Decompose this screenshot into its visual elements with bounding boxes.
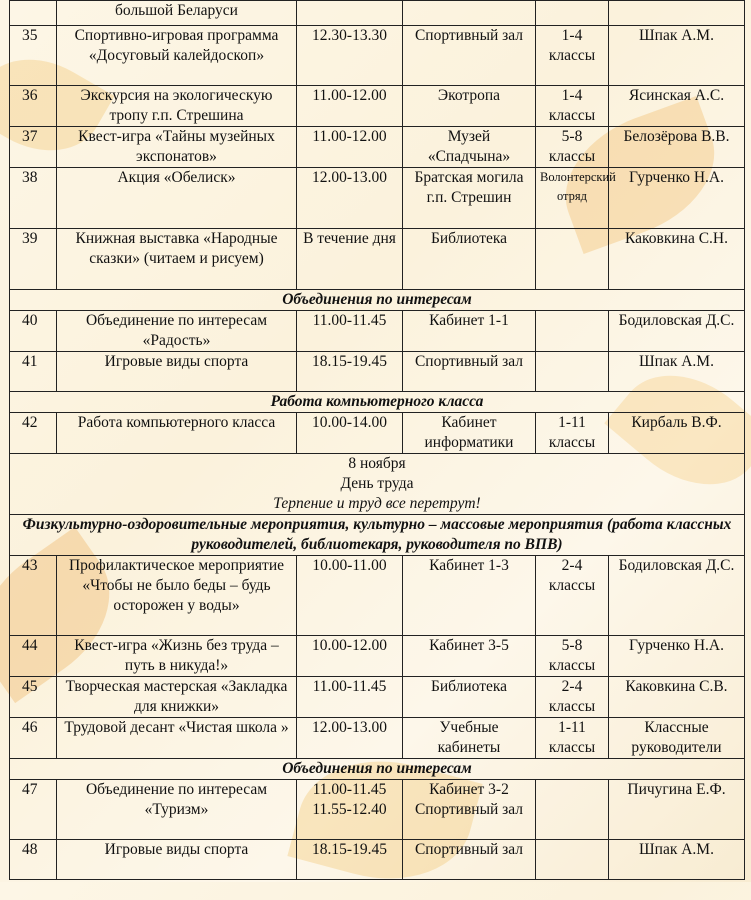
responsible-cell: Гурченко Н.А. xyxy=(609,168,745,229)
event-cell: Квест-игра «Тайны музейных экспонатов» xyxy=(57,127,297,168)
time-cell: 11.00-11.45 11.55-12.40 xyxy=(297,780,403,840)
time-cell: 12.00-13.00 xyxy=(297,718,403,759)
responsible-cell: Каковкина С.Н. xyxy=(609,229,745,290)
time-cell: 11.00-11.45 xyxy=(297,677,403,718)
num-cell: 45 xyxy=(10,677,57,718)
audience-cell: Волонтерский отряд xyxy=(536,168,609,229)
time-cell: 10.00-12.00 xyxy=(297,636,403,677)
event-cell: Игровые виды спорта xyxy=(57,352,297,392)
num-cell: 35 xyxy=(10,26,57,86)
num-cell: 37 xyxy=(10,127,57,168)
section-heading: Работа компьютерного класса xyxy=(10,392,745,413)
table-row xyxy=(10,780,745,840)
responsible-cell: Шпак А.М. xyxy=(609,26,745,86)
section-row xyxy=(10,290,745,311)
place-cell: Спортивный зал xyxy=(403,352,536,392)
responsible-cell: Кирбаль В.Ф. xyxy=(609,413,745,454)
table-row xyxy=(10,168,745,229)
audience-cell: 5-8 классы xyxy=(536,636,609,677)
audience-cell: 1-4 классы xyxy=(536,86,609,127)
day-date: 8 ноября xyxy=(348,455,406,472)
section-row xyxy=(10,759,745,780)
num-cell: 36 xyxy=(10,86,57,127)
schedule-table xyxy=(9,0,745,880)
table-row xyxy=(10,127,745,168)
event-cell: Работа компьютерного класса xyxy=(57,413,297,454)
responsible-cell: Бодиловская Д.С. xyxy=(609,556,745,636)
time-cell: 11.00-11.45 xyxy=(297,311,403,352)
place-cell: Музей «Спадчына» xyxy=(403,127,536,168)
responsible-cell: Шпак А.М. xyxy=(609,840,745,880)
table-row xyxy=(10,311,745,352)
responsible-cell: Ясинская А.С. xyxy=(609,86,745,127)
event-cell: Творческая мастерская «Закладка для книжки» xyxy=(57,677,297,718)
event-cell: Книжная выставка «Народные сказки» (читаем и рисуем) xyxy=(57,229,297,290)
table-row xyxy=(10,840,745,880)
section-row xyxy=(10,392,745,413)
time-cell: 10.00-14.00 xyxy=(297,413,403,454)
event-cell: Акция «Обелиск» xyxy=(57,168,297,229)
audience-cell: 2-4 классы xyxy=(536,677,609,718)
table-row xyxy=(10,352,745,392)
audience-cell xyxy=(536,780,609,840)
event-cell: Игровые виды спорта xyxy=(57,840,297,880)
place-cell: Библиотека xyxy=(403,677,536,718)
table-row xyxy=(10,413,745,454)
responsible-cell: Белозёрова В.В. xyxy=(609,127,745,168)
table-row xyxy=(10,556,745,636)
responsible-cell: Каковкина С.В. xyxy=(609,677,745,718)
num-cell xyxy=(10,1,57,26)
table-row xyxy=(10,26,745,86)
audience-cell: 1-4 классы xyxy=(536,26,609,86)
place-cell: Спортивный зал xyxy=(403,840,536,880)
time-cell: 11.00-12.00 xyxy=(297,127,403,168)
responsible-cell: Пичугина Е.Ф. xyxy=(609,780,745,840)
place-cell: Кабинет 1-3 xyxy=(403,556,536,636)
num-cell: 39 xyxy=(10,229,57,290)
time-cell: 11.00-12.00 xyxy=(297,86,403,127)
time-cell: 12.30-13.30 xyxy=(297,26,403,86)
place-cell: Кабинет 3-5 xyxy=(403,636,536,677)
day-motto: Терпение и труд все перетрут! xyxy=(273,495,481,512)
event-cell: Экскурсия на экологическую тропу г.п. Стрешина xyxy=(57,86,297,127)
num-cell: 48 xyxy=(10,840,57,880)
time-cell: 18.15-19.45 xyxy=(297,840,403,880)
event-cell: Объединение по интересам «Туризм» xyxy=(57,780,297,840)
audience-cell xyxy=(536,840,609,880)
num-cell: 38 xyxy=(10,168,57,229)
place-cell: Кабинет 1-1 xyxy=(403,311,536,352)
section-heading: Объединения по интересам xyxy=(10,759,745,780)
num-cell: 42 xyxy=(10,413,57,454)
num-cell: 41 xyxy=(10,352,57,392)
time-cell: 12.00-13.00 xyxy=(297,168,403,229)
day-row xyxy=(10,454,745,515)
audience-cell xyxy=(536,229,609,290)
audience-cell xyxy=(536,311,609,352)
event-cell: Профилактическое мероприятие «Чтобы не было беды – будь осторожен у воды» xyxy=(57,556,297,636)
place-cell: Спортивный зал xyxy=(403,26,536,86)
audience-cell: 1-11 классы xyxy=(536,718,609,759)
responsible-cell: Классные руководители xyxy=(609,718,745,759)
event-cell: Спортивно-игровая программа «Досуговый калейдоскоп» xyxy=(57,26,297,86)
event-cell: большой Беларуси xyxy=(57,1,297,26)
time-cell: 18.15-19.45 xyxy=(297,352,403,392)
num-cell: 44 xyxy=(10,636,57,677)
table-row xyxy=(10,677,745,718)
time-cell: В течение дня xyxy=(297,229,403,290)
num-cell: 47 xyxy=(10,780,57,840)
place-cell: Кабинет информатики xyxy=(403,413,536,454)
place-cell: Братская могила г.п. Стрешин xyxy=(403,168,536,229)
place-cell: Учебные кабинеты xyxy=(403,718,536,759)
num-cell: 43 xyxy=(10,556,57,636)
event-cell: Объединение по интересам «Радость» xyxy=(57,311,297,352)
day-header xyxy=(10,454,745,515)
section-heading: Физкультурно-оздоровительные мероприятия, культурно – массовые мероприятия (работа классных руководителей, библиотекаря, руководителя по ВПВ) xyxy=(10,515,745,556)
responsible-cell: Бодиловская Д.С. xyxy=(609,311,745,352)
table-row xyxy=(10,86,745,127)
num-cell: 46 xyxy=(10,718,57,759)
day-name: День труда xyxy=(340,475,414,492)
responsible-cell: Шпак А.М. xyxy=(609,352,745,392)
place-cell: Библиотека xyxy=(403,229,536,290)
place-cell: Экотропа xyxy=(403,86,536,127)
table-row xyxy=(10,229,745,290)
section-row xyxy=(10,515,745,556)
table-row xyxy=(10,636,745,677)
audience-cell: 1-11 классы xyxy=(536,413,609,454)
time-cell: 10.00-11.00 xyxy=(297,556,403,636)
place-cell: Кабинет 3-2 Спортивный зал xyxy=(403,780,536,840)
audience-cell: 5-8 классы xyxy=(536,127,609,168)
num-cell: 40 xyxy=(10,311,57,352)
responsible-cell: Гурченко Н.А. xyxy=(609,636,745,677)
event-cell: Квест-игра «Жизнь без труда – путь в никуда!» xyxy=(57,636,297,677)
table-row xyxy=(10,718,745,759)
audience-cell: 2-4 классы xyxy=(536,556,609,636)
audience-cell xyxy=(536,352,609,392)
section-heading: Объединения по интересам xyxy=(10,290,745,311)
event-cell: Трудовой десант «Чистая школа » xyxy=(57,718,297,759)
table-row xyxy=(10,1,745,26)
